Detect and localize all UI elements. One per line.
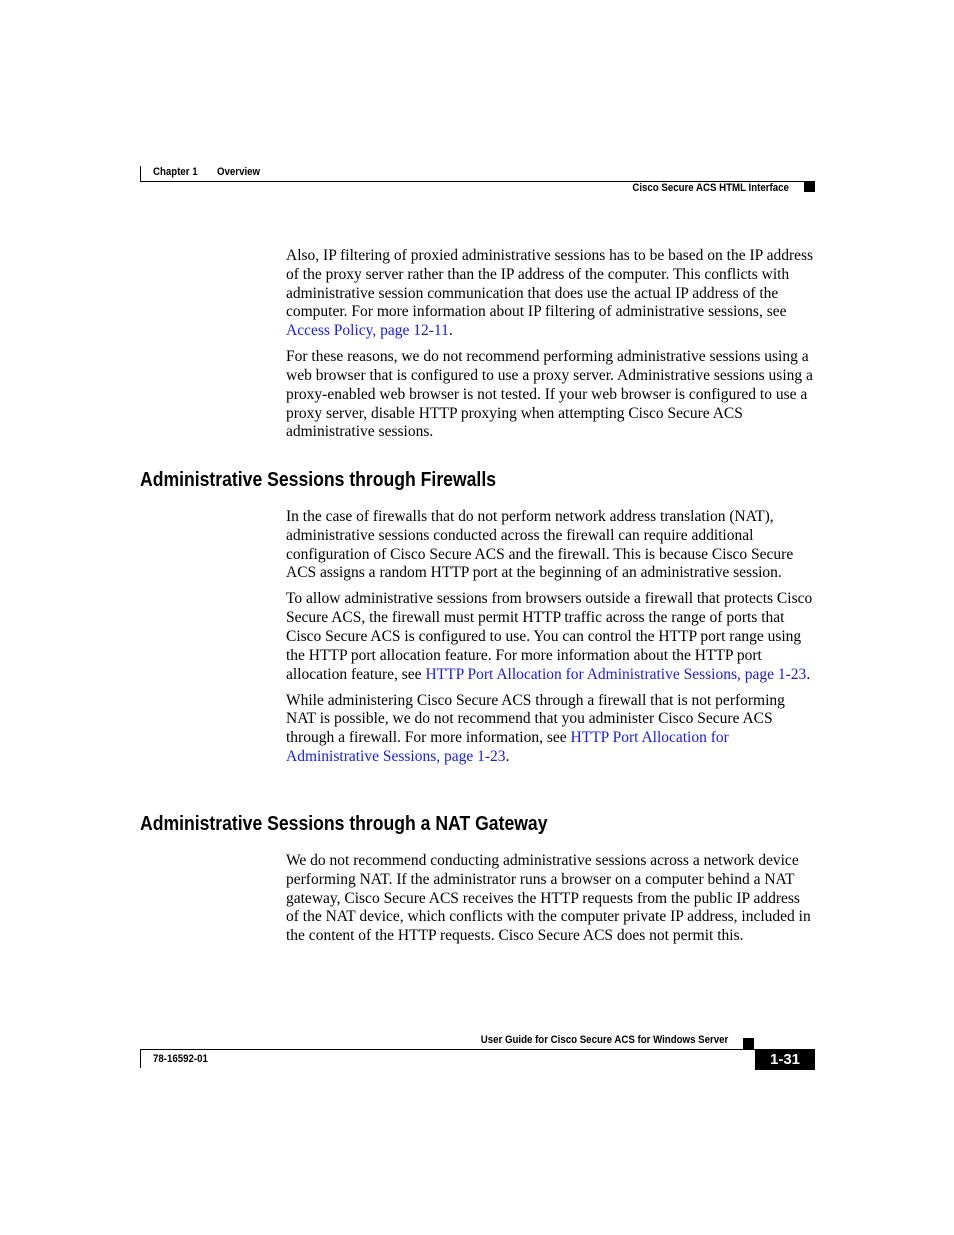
header-chapter: Chapter 1 <box>153 166 198 178</box>
http-port-allocation-link[interactable]: HTTP Port Allocation for Administrative Sessions, page 1-23 <box>425 665 807 683</box>
nat-text <box>286 852 814 953</box>
intro-paragraph-2: For these reasons, we do not recommend performing administrative sessions using a web browser that is configured to use a proxy server. Administrative sessions using a proxy-enabled web browser is not tested. If your web browser is configured to use a proxy server, disable HTTP proxying when attempting Cisco Secure ACS administrative sessions. <box>286 348 813 441</box>
footer-guide-title: User Guide for Cisco Secure ACS for Windows Server <box>480 1034 728 1046</box>
firewalls-text <box>286 508 814 774</box>
header-chapter-title: Overview <box>217 166 261 178</box>
firewalls-paragraph-1: In the case of firewalls that do not perform network address translation (NAT), administrative sessions conducted across the firewall can require additional configuration of Cisco Secure ACS and the firewall. This is because Cisco Secure ACS assigns a random HTTP port at the beginning of an administrative session. <box>286 508 794 582</box>
heading-firewalls: Administrative Sessions through Firewalls <box>140 469 497 491</box>
nat-paragraph-1: We do not recommend conducting administrative sessions across a network device performing NAT. If the administrator runs a browser on a computer behind a NAT gateway, Cisco Secure ACS receives the HTTP requests from the public IP address of the NAT device, which conflicts with the computer private IP address, included in the content of the HTTP requests. Cisco Secure ACS does not permit this. <box>286 852 811 945</box>
access-policy-link[interactable]: Access Policy, page 12-11 <box>286 322 449 340</box>
header-left-tick <box>140 166 141 182</box>
header-marker-block <box>804 182 815 192</box>
header-section-title: Cisco Secure ACS HTML Interface <box>632 182 789 194</box>
firewalls-paragraph-2: To allow administrative sessions from browsers outside a firewall that protects Cisco Secure ACS, the firewall must permit HTTP traffic across the range of ports that Cisco Secure ACS is configured to use. You can control the HTTP port range using the HTTP port allocation feature. For more information about the HTTP port allocation feature, see HTTP Port Allocation for Administrative Sessions, page 1-23. <box>286 590 813 683</box>
heading-nat-gateway: Administrative Sessions through a NAT Gateway <box>140 813 548 835</box>
footer-rule <box>140 1049 815 1050</box>
http-port-allocation-link-2[interactable]: HTTP Port Allocation for Administrative Sessions, page 1-23 <box>286 729 729 765</box>
firewalls-paragraph-3: While administering Cisco Secure ACS through a firewall that is not performing NAT is possible, we do not recommend that you administer Cisco Secure ACS through a firewall. For more information, see HTTP Port Allocation for Administrative Sessions, page 1-23. <box>286 691 785 765</box>
footer-left-tick <box>140 1049 141 1068</box>
footer-doc-number: 78-16592-01 <box>153 1053 208 1065</box>
intro-text <box>286 247 814 449</box>
intro-paragraph-1: Also, IP filtering of proxied administrative sessions has to be based on the IP address of the proxy server rather than the IP address of the computer. This conflicts with administrative session communication that does use the actual IP address of the computer. For more information about IP filtering of administrative sessions, see Access Policy, page 12-11. <box>286 247 814 340</box>
footer-marker-block <box>743 1038 754 1049</box>
page-number: 1-31 <box>755 1050 815 1070</box>
